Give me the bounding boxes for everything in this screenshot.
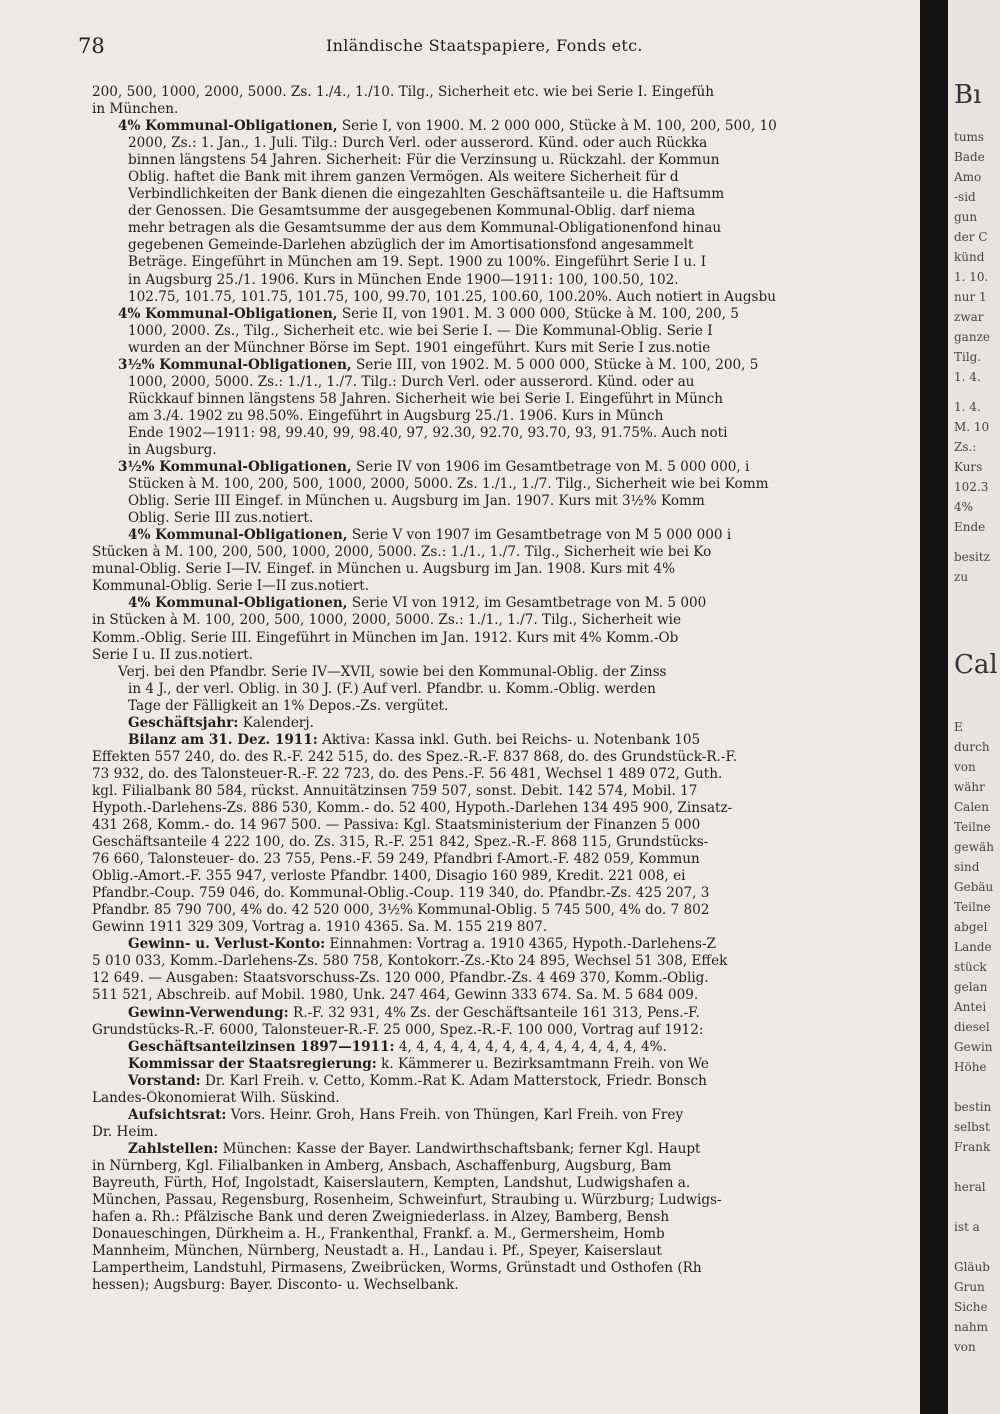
text-line xyxy=(92,254,904,271)
text-line xyxy=(92,595,904,612)
line-text: Landes-Ökonomierat Wilh. Süskind. xyxy=(92,1089,340,1106)
adjacent-page-fragment: Tilg. xyxy=(954,350,982,364)
text-line xyxy=(92,612,904,629)
adjacent-page-fragment: gelan xyxy=(954,980,988,994)
adjacent-page-fragment: M. 10 xyxy=(954,420,990,434)
running-title: Inländische Staatspapiere, Fonds etc. xyxy=(326,36,643,55)
line-text: kgl. Filialbank 80 584, rückst. Annuitätzinsen 759 507, sonst. Debit. 142 574, Mobil. 17 xyxy=(92,782,698,799)
entry-heading: 4% Kommunal-Obligationen, xyxy=(118,305,338,322)
adjacent-page-fragment: Teilne xyxy=(954,900,991,914)
adjacent-page-fragment: Grun xyxy=(954,1280,985,1294)
line-text: Serie I, von 1900. M. 2 000 000, Stücke à M. 100, 200, 500, 10 xyxy=(337,118,777,135)
adjacent-page-fragment: Kurs xyxy=(954,460,983,474)
line-text: wurden an der Münchner Börse im Sept. 1901 eingeführt. Kurs mit Serie I zus.notie xyxy=(128,339,711,356)
line-text: Serie V von 1907 im Gesamtbetrage von M 5 000 000 i xyxy=(347,527,732,544)
text-line xyxy=(92,766,904,783)
text-line xyxy=(92,135,904,152)
adjacent-page-fragment: 102.3 xyxy=(954,480,989,494)
line-text: Donaueschingen, Dürkheim a. H., Frankenthal, Frankf. a. M., Germersheim, Homb xyxy=(92,1226,665,1243)
text-line xyxy=(92,1277,904,1294)
line-text: in Augsburg. xyxy=(128,441,217,458)
book-gutter xyxy=(920,0,948,1414)
page-header xyxy=(78,34,838,62)
text-line xyxy=(92,664,904,681)
line-text: Bayreuth, Fürth, Hof, Ingolstadt, Kaiserslautern, Kempten, Landshut, Ludwigshafen a. xyxy=(92,1175,691,1191)
adjacent-page-fragment: Calen xyxy=(954,800,990,814)
text-line xyxy=(92,237,904,254)
adjacent-page-fragment: Gläub xyxy=(954,1260,990,1274)
line-text: Kommunal-Oblig. Serie I—II zus.notiert. xyxy=(92,578,370,595)
entry-heading: 4% Kommunal-Obligationen, xyxy=(118,118,338,135)
line-text: am 3./4. 1902 zu 98.50%. Eingeführt in Augsburg 25./1. 1906. Kurs in Münch xyxy=(128,407,664,424)
adjacent-page-fragment: 1. 10. xyxy=(954,270,989,284)
adjacent-page-fragment: Bı xyxy=(954,80,982,110)
adjacent-page-fragment: tums xyxy=(954,130,985,144)
text-line xyxy=(92,1260,904,1277)
text-line xyxy=(92,323,904,340)
text-line xyxy=(92,749,904,766)
adjacent-page-fragment: Bade xyxy=(954,150,985,164)
text-line xyxy=(92,1124,904,1141)
line-text: 76 660, Talonsteuer- do. 23 755, Pens.-F. 59 249, Pfandbri f-Amort.-F. 482 059, Kommun xyxy=(92,851,700,868)
line-text: in Stücken à M. 100, 200, 500, 1000, 2000, 5000. Zs.: 1./1., 1./7. Tilg., Sicherheit wie xyxy=(92,612,681,629)
adjacent-page-fragment: abgel xyxy=(954,920,988,934)
line-text: München: Kasse der Bayer. Landwirthschaftsbank; ferner Kgl. Haupt xyxy=(218,1140,701,1157)
text-line xyxy=(92,817,904,834)
text-line xyxy=(92,408,904,425)
line-text: 431 268, Komm.- do. 14 967 500. — Passiva: Kgl. Staatsministerium der Finanzen 5 000 xyxy=(92,817,701,834)
text-line xyxy=(92,84,904,101)
adjacent-page-fragment: 4% xyxy=(954,500,974,514)
line-text: Hypoth.-Darlehens-Zs. 886 530, Komm.- do. 52 400, Hypoth.-Darlehen 134 495 900, Zinsatz- xyxy=(92,799,733,816)
line-text: 1000, 2000. Zs., Tilg., Sicherheit etc. wie bei Serie I. — Die Kommunal-Oblig. Serie I xyxy=(128,322,713,339)
line-text: 4, 4, 4, 4, 4, 4, 4, 4, 4, 4, 4, 4, 4, 4, 4%. xyxy=(394,1038,667,1055)
adjacent-page-fragment: gun xyxy=(954,210,978,224)
text-line xyxy=(92,101,904,118)
line-text: 200, 500, 1000, 2000, 5000. Zs. 1./4., 1./10. Tilg., Sicherheit etc. wie bei Serie I. Eingefüh xyxy=(92,84,714,100)
line-text: 5 010 033, Komm.-Darlehens-Zs. 580 758, Kontokorr.-Zs.-Kto 24 895, Wechsel 51 308, Effek xyxy=(92,953,728,970)
line-text: Mannheim, München, Nürnberg, Neustadt a. H., Landau i. Pf., Speyer, Kaiserslaut xyxy=(92,1243,662,1260)
adjacent-page-fragment: sind xyxy=(954,860,980,874)
text-line xyxy=(92,340,904,357)
line-text: Beträge. Eingeführt in München am 19. Sept. 1900 zu 100%. Eingeführt Serie I u. I xyxy=(128,254,707,271)
line-text: 73 932, do. des Talonsteuer-R.-F. 22 723, do. des Pens.-F. 56 481, Wechsel 1 489 072, Guth. xyxy=(92,765,723,782)
page-number: 78 xyxy=(78,34,105,58)
line-text: Pfandbr.-Coup. 759 046, do. Kommunal-Oblig.-Coup. 119 340, do. Pfandbr.-Zs. 425 207, 3 xyxy=(92,885,710,902)
adjacent-page-fragment: Gewin xyxy=(954,1040,993,1054)
text-line xyxy=(92,578,904,595)
text-line xyxy=(92,800,904,817)
entry-heading: Kommissar der Staatsregierung: xyxy=(128,1055,377,1072)
text-line xyxy=(92,289,904,306)
text-line xyxy=(92,544,904,561)
adjacent-page-fragment: heral xyxy=(954,1180,986,1194)
line-text: 102.75, 101.75, 101.75, 101.75, 100, 99.70, 101.25, 100.60, 100.20%. Auch notiert in Augsbu xyxy=(128,288,776,305)
entry-heading: 4% Kommunal-Obligationen, xyxy=(128,595,348,612)
line-text: Effekten 557 240, do. des R.-F. 242 515, do. des Spez.-R.-F. 837 868, do. des Grundstück-R.-F. xyxy=(92,748,738,765)
text-line xyxy=(92,1056,904,1073)
adjacent-page-fragment: ist a xyxy=(954,1220,980,1234)
adjacent-page-edge xyxy=(948,0,1000,1414)
line-text: Serie IV von 1906 im Gesamtbetrage von M. 5 000 000, i xyxy=(351,459,750,476)
adjacent-page-fragment: stück xyxy=(954,960,987,974)
line-text: 2000, Zs.: 1. Jan., 1. Juli. Tilg.: Durch Verl. oder ausserord. Künd. oder auch Rückka xyxy=(128,135,708,152)
text-line xyxy=(92,732,904,749)
line-text: munal-Oblig. Serie I—IV. Eingef. in München u. Augsburg im Jan. 1908. Kurs mit 4% xyxy=(92,561,675,578)
adjacent-page-fragment: Gebäu xyxy=(954,880,994,894)
text-line xyxy=(92,681,904,698)
line-text: Serie II, von 1901. M. 3 000 000, Stücke à M. 100, 200, 5 xyxy=(337,305,739,322)
text-line xyxy=(92,527,904,544)
text-line xyxy=(92,715,904,732)
line-text: k. Kämmerer u. Bezirksamtmann Freih. von We xyxy=(376,1055,709,1072)
entry-heading: 4% Kommunal-Obligationen, xyxy=(128,527,348,544)
adjacent-page-fragment: durch xyxy=(954,740,990,754)
adjacent-page-fragment: 1. 4. xyxy=(954,370,981,384)
adjacent-page-fragment: E xyxy=(954,720,963,734)
line-text: R.-F. 32 931, 4% Zs. der Geschäftsanteile 161 313, Pens.-F. xyxy=(288,1004,700,1021)
line-text: Kalenderj. xyxy=(238,714,314,731)
adjacent-page-fragment: 1. 4. xyxy=(954,400,981,414)
text-line xyxy=(92,987,904,1004)
entry-heading: Zahlstellen: xyxy=(128,1140,219,1157)
text-line xyxy=(92,936,904,953)
text-line xyxy=(92,630,904,647)
line-text: Komm.-Oblig. Serie III. Eingeführt in München im Jan. 1912. Kurs mit 4% Komm.-Ob xyxy=(92,629,679,646)
adjacent-page-fragment: währ xyxy=(954,780,985,794)
adjacent-page-fragment: -sid xyxy=(954,190,976,204)
line-text: in München. xyxy=(92,101,179,118)
adjacent-page-fragment: Cal xyxy=(954,650,998,680)
text-line xyxy=(92,868,904,885)
line-text: Verbindlichkeiten der Bank dienen die eingezahlten Geschäftsanteile u. die Haftsumm xyxy=(128,186,725,203)
line-text: Dr. Karl Freih. v. Cetto, Komm.-Rat K. Adam Matterstock, Friedr. Bonsch xyxy=(200,1072,707,1089)
text-line xyxy=(92,272,904,289)
adjacent-page-fragment: von xyxy=(954,760,976,774)
line-text: Verj. bei den Pfandbr. Serie IV—XVII, sowie bei den Kommunal-Oblig. der Zinss xyxy=(118,663,667,680)
line-text: Oblig. Serie III zus.notiert. xyxy=(128,510,314,527)
adjacent-page-fragment: nahm xyxy=(954,1320,988,1334)
text-line xyxy=(92,1175,904,1192)
adjacent-page-fragment: ganze xyxy=(954,330,990,344)
adjacent-page-fragment: Amo xyxy=(954,170,982,184)
entry-heading: 3½% Kommunal-Obligationen, xyxy=(118,356,352,373)
line-text: in 4 J., der verl. Oblig. in 30 J. (F.) Auf verl. Pfandbr. u. Komm.-Oblig. werden xyxy=(128,680,656,697)
text-line xyxy=(92,374,904,391)
text-line xyxy=(92,1192,904,1209)
line-text: Tage der Fälligkeit an 1% Depos.-Zs. vergütet. xyxy=(128,697,449,714)
adjacent-page-fragment: zwar xyxy=(954,310,984,324)
line-text: Rückkauf binnen längstens 58 Jahren. Sicherheit wie bei Serie I. Eingeführt in Münch xyxy=(128,390,723,407)
adjacent-page-fragment: gewäh xyxy=(954,840,994,854)
line-text: 511 521, Abschreib. auf Mobil. 1980, Unk. 247 464, Gewinn 333 674. Sa. M. 5 684 009. xyxy=(92,987,699,1004)
line-text: Ende 1902—1911: 98, 99.40, 99, 98.40, 97, 92.30, 92.70, 93.70, 93, 91.75%. Auch noti xyxy=(128,424,728,441)
line-text: mehr betragen als die Gesamtsumme der aus dem Kommunal-Obligationenfond hinau xyxy=(128,220,722,237)
text-line xyxy=(92,953,904,970)
text-line xyxy=(92,493,904,510)
line-text: Stücken à M. 100, 200, 500, 1000, 2000, 5000. Zs. 1./1., 1./7. Tilg., Sicherheit wie bei Komm xyxy=(128,476,769,493)
text-line xyxy=(92,220,904,237)
line-text: in Nürnberg, Kgl. Filialbanken in Amberg, Ansbach, Aschaffenburg, Augsburg, Bam xyxy=(92,1157,672,1174)
line-text: Dr. Heim. xyxy=(92,1123,159,1140)
text-line xyxy=(92,919,904,936)
adjacent-page-fragment: selbst xyxy=(954,1120,990,1134)
line-text: Oblig.-Amort.-F. 355 947, verloste Pfandbr. 1400, Disagio 160 989, Kredit. 221 008, ei xyxy=(92,868,686,885)
line-text: hafen a. Rh.: Pfälzische Bank und deren Zweigniederlass. in Alzey, Bamberg, Bensh xyxy=(92,1209,670,1226)
text-line xyxy=(92,203,904,220)
text-line xyxy=(92,306,904,323)
text-line xyxy=(92,1005,904,1022)
text-line xyxy=(92,1158,904,1175)
text-line xyxy=(92,118,904,135)
line-text: Aktiva: Kassa inkl. Guth. bei Reichs- u. Notenbank 105 xyxy=(317,731,701,748)
adjacent-page-fragment: künd xyxy=(954,250,985,264)
adjacent-page-fragment: Antei xyxy=(954,1000,987,1014)
text-line xyxy=(92,647,904,664)
entry-heading: Bilanz am 31. Dez. 1911: xyxy=(128,731,318,748)
text-line xyxy=(92,357,904,374)
line-text: gegebenen Gemeinde-Darlehen abzüglich der im Amortisationsfond angesammelt xyxy=(128,237,694,254)
text-line xyxy=(92,1226,904,1243)
text-line xyxy=(92,561,904,578)
entry-heading: Gewinn- u. Verlust-Konto: xyxy=(128,936,326,953)
adjacent-page-fragment: bestin xyxy=(954,1100,992,1114)
text-line xyxy=(92,1243,904,1260)
text-line xyxy=(92,442,904,459)
line-text: Einnahmen: Vortrag a. 1910 4365, Hypoth.-Darlehens-Z xyxy=(325,936,716,953)
text-line xyxy=(92,391,904,408)
adjacent-page-fragment: von xyxy=(954,1340,976,1354)
text-line xyxy=(92,1209,904,1226)
line-text: der Genossen. Die Gesamtsumme der ausgegebenen Kommunal-Oblig. darf niema xyxy=(128,203,696,220)
text-line xyxy=(92,970,904,987)
line-text: Oblig. Serie III Eingef. in München u. Augsburg im Jan. 1907. Kurs mit 3½% Komm xyxy=(128,493,705,510)
adjacent-page-fragment: Lande xyxy=(954,940,992,954)
line-text: 1000, 2000, 5000. Zs.: 1./1., 1./7. Tilg.: Durch Verl. oder ausserord. Künd. oder au xyxy=(128,373,695,390)
adjacent-page-fragment: Ende xyxy=(954,520,986,534)
text-line xyxy=(92,1107,904,1124)
text-line xyxy=(92,1090,904,1107)
text-line xyxy=(92,152,904,169)
adjacent-page-fragment: der C xyxy=(954,230,988,244)
adjacent-page-fragment: besitz xyxy=(954,550,990,564)
text-line xyxy=(92,425,904,442)
entry-heading: Geschäftsjahr: xyxy=(128,714,239,731)
line-text: 12 649. — Ausgaben: Staatsvorschuss-Zs. 120 000, Pfandbr.-Zs. 4 469 370, Komm.-Oblig. xyxy=(92,970,709,987)
line-text: Geschäftsanteile 4 222 100, do. Zs. 315, R.-F. 251 842, Spez.-R.-F. 868 115, Grundstücks- xyxy=(92,834,709,851)
line-text: Stücken à M. 100, 200, 500, 1000, 2000, 5000. Zs.: 1./1., 1./7. Tilg., Sicherheit wie bei Ko xyxy=(92,544,712,561)
text-line xyxy=(92,902,904,919)
entry-heading: Gewinn-Verwendung: xyxy=(128,1004,289,1021)
adjacent-page-fragment: Teilne xyxy=(954,820,991,834)
line-text: binnen längstens 54 Jahren. Sicherheit: Für die Verzinsung u. Rückzahl. der Kommun xyxy=(128,152,720,169)
text-line xyxy=(92,851,904,868)
adjacent-page-fragment: Höhe xyxy=(954,1060,987,1074)
adjacent-page-fragment: diesel xyxy=(954,1020,990,1034)
line-text: hessen); Augsburg: Bayer. Disconto- u. Wechselbank. xyxy=(92,1277,459,1294)
entry-heading: Vorstand: xyxy=(128,1072,201,1089)
entry-heading: Geschäftsanteilzinsen 1897—1911: xyxy=(128,1038,395,1055)
adjacent-page-fragment: Siche xyxy=(954,1300,988,1314)
text-line xyxy=(92,783,904,800)
document-body xyxy=(92,84,904,1294)
line-text: Serie VI von 1912, im Gesamtbetrage von M. 5 000 xyxy=(347,595,707,612)
line-text: Serie III, von 1902. M. 5 000 000, Stücke à M. 100, 200, 5 xyxy=(351,356,759,373)
text-line xyxy=(92,834,904,851)
line-text: Gewinn 1911 329 309, Vortrag a. 1910 4365. Sa. M. 155 219 807. xyxy=(92,919,548,936)
line-text: Grundstücks-R.-F. 6000, Talonsteuer-R.-F. 25 000, Spez.-R.-F. 100 000, Vortrag auf 1912: xyxy=(92,1021,704,1038)
line-text: Vors. Heinr. Groh, Hans Freih. von Thüngen, Karl Freih. von Frey xyxy=(226,1106,684,1123)
entry-heading: 3½% Kommunal-Obligationen, xyxy=(118,459,352,476)
text-line xyxy=(92,1141,904,1158)
text-line xyxy=(92,459,904,476)
text-line xyxy=(92,1039,904,1056)
line-text: Oblig. haftet die Bank mit ihrem ganzen Vermögen. Als weitere Sicherheit für d xyxy=(128,169,679,186)
line-text: Lampertheim, Landstuhl, Pirmasens, Zweibrücken, Worms, Grünstadt und Osthofen (Rh xyxy=(92,1260,702,1277)
text-line xyxy=(92,698,904,715)
adjacent-page-fragment: Frank xyxy=(954,1140,991,1154)
text-line xyxy=(92,169,904,186)
text-line xyxy=(92,1073,904,1090)
text-line xyxy=(92,186,904,203)
line-text: Pfandbr. 85 790 700, 4% do. 42 520 000, 3½% Kommunal-Oblig. 5 745 500, 4% do. 7 802 xyxy=(92,902,710,919)
adjacent-page-fragment: nur 1 xyxy=(954,290,987,304)
entry-heading: Aufsichtsrat: xyxy=(128,1106,227,1123)
adjacent-page-fragment: Zs.: xyxy=(954,440,977,454)
text-line xyxy=(92,1022,904,1039)
line-text: Serie I u. II zus.notiert. xyxy=(92,646,254,663)
text-line xyxy=(92,510,904,527)
text-line xyxy=(92,476,904,493)
adjacent-page-fragment: zu xyxy=(954,570,969,584)
line-text: in Augsburg 25./1. 1906. Kurs in München Ende 1900—1911: 100, 100.50, 102. xyxy=(128,271,679,288)
line-text: München, Passau, Regensburg, Rosenheim, Schweinfurt, Straubing u. Würzburg; Ludwigs- xyxy=(92,1192,722,1209)
text-line xyxy=(92,885,904,902)
